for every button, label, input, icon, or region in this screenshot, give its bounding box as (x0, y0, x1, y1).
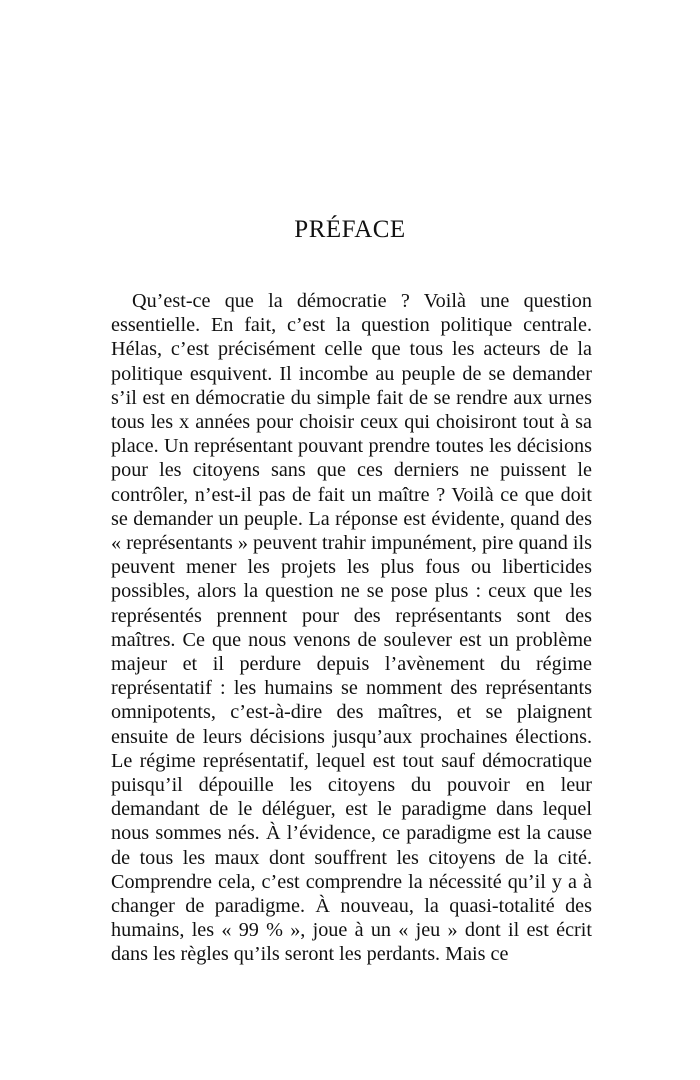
chapter-title: PRÉFACE (294, 216, 406, 243)
body-paragraph: Qu’est-ce que la démocratie ? Voilà une question essentielle. En fait, c’est la question politique centrale. Hélas, c’est précisément celle que tous les acteurs de la politique esquivent. Il incombe au peuple de se demander s’il est en démocratie du simple fait de se rendre aux urnes tous les x années pour choisir ceux qui choisiront tout à sa place. Un représentant pouvant prendre toutes les décisions pour les citoyens sans que ces derniers ne puissent le contrôler, n’est-il pas de fait un maître ? Voilà ce que doit se demander un peuple. La réponse est évidente, quand des « représentants » peuvent trahir impunément, pire quand ils peuvent mener les projets les plus fous ou liberticides possibles, alors la question ne se pose plus : ceux que les représentés prennent pour des représentants sont des maîtres. Ce que nous venons de soulever est un problème majeur et il perdure depuis l’avènement du régime représentatif : les humains se nomment des représentants omnipotents, c’est-à-dire des maîtres, et se plaignent ensuite de leurs décisions jusqu’aux prochaines élections. Le régime représentatif, lequel est tout sauf démocratique puisqu’il dépouille les citoyens du pouvoir en leur demandant de le déléguer, est le paradigme dans lequel nous sommes nés. À l’évidence, ce paradigme est la cause de tous les maux dont souffrent les citoyens de la cité. Comprendre cela, c’est comprendre la nécessité qu’il y a à changer de paradigme. À nouveau, la quasi-totalité des humains, les « 99 % », joue à un « jeu » dont il est écrit dans les règles qu’ils seront les perdants. Mais ce (111, 290, 592, 966)
